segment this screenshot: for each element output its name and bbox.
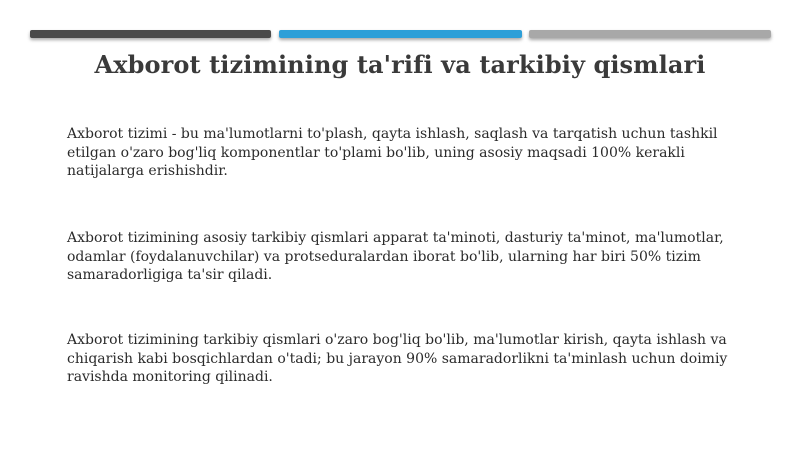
paragraph-process: Axborot tizimining tarkibiy qismlari o'zaro bog'liq bo'lib, ma'lumotlar kirish, qayta ishlash va chiqarish kabi bosqichlardan o'tadi; bu jarayon 90% samaradorlikni ta'minlash uchun doimiy ravishda monitoring qilinadi. xyxy=(67,332,728,385)
paragraph-definition: Axborot tizimi - bu ma'lumotlarni to'plash, qayta ishlash, saqlash va tarqatish uchun tashkil etilgan o'zaro bog'liq komponentlar to'plami bo'lib, uning asosiy maqsadi 100% kerakli natijalarga erishishdir. xyxy=(67,126,718,179)
slide-title: Axborot tizimining ta'rifi va tarkibiy qismlari xyxy=(94,50,706,79)
accent-bar-gray xyxy=(529,30,771,38)
accent-bar-dark xyxy=(30,30,271,38)
accent-bar-blue xyxy=(279,30,522,38)
paragraph-components: Axborot tizimining asosiy tarkibiy qismlari apparat ta'minoti, dasturiy ta'minot, ma'lumotlar, odamlar (foydalanuvchilar) va protseduralardan iborat bo'lib, ularning har biri 50% tizim samaradorligiga ta'sir qiladi. xyxy=(67,230,724,283)
